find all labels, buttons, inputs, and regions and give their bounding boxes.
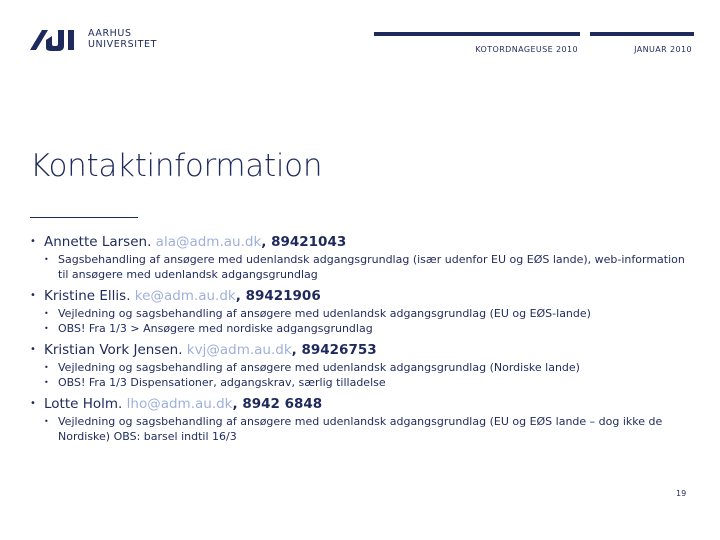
contact-entry	[30, 286, 694, 336]
contact-phone: , 89426753	[291, 342, 377, 358]
contact-name: Lotte Holm.	[44, 396, 123, 412]
bullet-icon: •	[44, 378, 49, 387]
contact-email-link[interactable]: ala@adm.au.dk	[155, 234, 262, 250]
contact-phone: , 89421043	[261, 234, 347, 250]
bullet-icon: •	[44, 324, 49, 333]
aarhus-university-logo-icon	[28, 26, 78, 52]
bullet-icon: •	[30, 290, 36, 301]
contact-name: Kristian Vork Jensen.	[44, 342, 183, 358]
contact-detail-item	[30, 375, 694, 390]
contact-name: Annette Larsen.	[44, 234, 152, 250]
bullet-icon: •	[44, 309, 49, 318]
contact-detail-item	[30, 252, 694, 282]
contact-detail-text: OBS! Fra 1/3 > Ansøgere med nordiske adgangsgrundlag	[58, 322, 373, 335]
contact-detail-text: Vejledning og sagsbehandling af ansøgere med udenlandsk adgangsgrundlag (Nordiske lande)	[58, 361, 580, 374]
contact-email-link[interactable]: ke@adm.au.dk	[134, 288, 236, 304]
contact-line	[30, 340, 694, 360]
contact-detail-text: Sagsbehandling af ansøgere med udenlandsk adgangsgrundlag (især udenfor EU og EØS lande), web-information til ansøgere med udenlandsk adgangsgrundlag	[58, 253, 685, 281]
contact-detail-item	[30, 414, 694, 444]
contact-detail-text: Vejledning og sagsbehandling af ansøgere med udenlandsk adgangsgrundlag (EU og EØS-lande)	[58, 307, 591, 320]
contact-line	[30, 232, 694, 252]
bullet-icon: •	[44, 363, 49, 372]
contact-detail-item	[30, 321, 694, 336]
contact-detail-text: Vejledning og sagsbehandling af ansøgere med udenlandsk adgangsgrundlag (EU og EØS lande – dog ikke de Nordiske) OBS: barsel indtil 16/3	[58, 415, 663, 443]
contact-name: Kristine Ellis.	[44, 288, 131, 304]
header-label-left: KOTORDNAGEUSE 2010	[475, 45, 578, 54]
bullet-icon: •	[30, 344, 36, 355]
bullet-icon: •	[30, 236, 36, 247]
contact-detail-item	[30, 306, 694, 321]
bullet-icon: •	[30, 398, 36, 409]
bullet-icon: •	[44, 417, 49, 426]
header-bar-right	[590, 32, 694, 36]
university-name-line1: AARHUS	[88, 28, 132, 39]
contact-list	[30, 232, 694, 448]
contact-email-link[interactable]: kvj@adm.au.dk	[186, 342, 292, 358]
university-name-line2: UNIVERSITET	[88, 39, 158, 50]
page-number: 19	[676, 489, 687, 498]
contact-email-link[interactable]: lho@adm.au.dk	[126, 396, 233, 412]
header-label-right: JANUAR 2010	[634, 45, 692, 54]
slide-title: Kontaktinformation	[30, 148, 323, 184]
contact-detail-text: OBS! Fra 1/3 Dispensationer, adgangskrav, særlig tilladelse	[58, 376, 386, 389]
header-bar-left	[374, 32, 580, 36]
contact-entry	[30, 232, 694, 282]
contact-detail-item	[30, 360, 694, 375]
contact-line	[30, 394, 694, 414]
contact-entry	[30, 340, 694, 390]
contact-phone: , 8942 6848	[232, 396, 323, 412]
contact-entry	[30, 394, 694, 444]
contact-phone: , 89421906	[235, 288, 321, 304]
contact-line	[30, 286, 694, 306]
title-divider	[30, 217, 138, 218]
bullet-icon: •	[44, 255, 49, 264]
university-name	[88, 28, 157, 50]
